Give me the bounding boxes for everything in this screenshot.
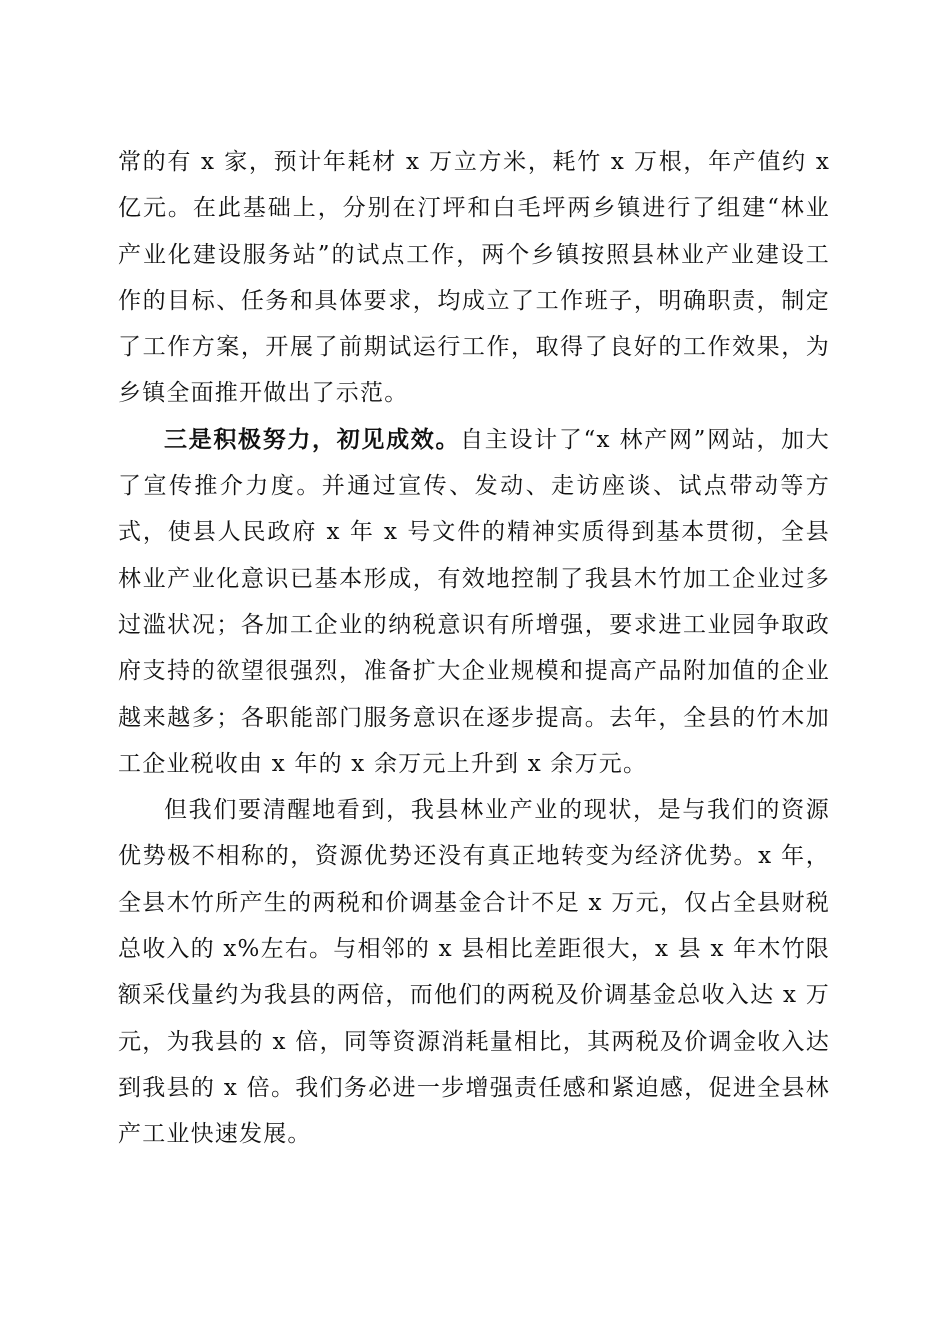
paragraph-continuation [118, 139, 830, 417]
paragraph-gap-analysis [118, 787, 830, 1157]
paragraph-point-three [118, 417, 830, 787]
paragraph-text: 但我们要清醒地看到，我县林业产业的现状，是与我们的资源优势极不相称的，资源优势还没有真正地转变为经济优势。x 年，全县木竹所产生的两税和价调基金合计不足 x 万元，仅占全县财税总收入的 x%左右。与相邻的 x 县相比差距很大，x 县 x 年木竹限额采伐量约为我县的两倍，而他们的两税及价调基金总收入达 x 万元，为我县的 x 倍，同等资源消耗量相比，其两税及价调金收入达到我县的 x 倍。我们务必进一步增强责任感和紧迫感，促进全县林产工业快速发展。 [118, 797, 830, 1148]
paragraph-lead-heading: 三是积极努力，初见成效。 [164, 425, 461, 453]
paragraph-text: 自主设计了“x 林产网”网站，加大了宣传推介力度。并通过宣传、发动、走访座谈、试点带动等方式，使县人民政府 x 年 x 号文件的精神实质得到基本贯彻，全县林业产业化意识已基本形成，有效地控制了我县木竹加工企业过多过滥状况；各加工企业的纳税意识有所增强，要求进工业园争取政府支持的欲望很强烈，准备扩大企业规模和提高产品附加值的企业越来越多；各职能部门服务意识在逐步提高。去年，全县的竹木加工企业税收由 x 年的 x 余万元上升到 x 余万元。 [118, 426, 830, 777]
paragraph-text: 常的有 x 家，预计年耗材 x 万立方米，耗竹 x 万根，年产值约 x 亿元。在此基础上，分别在汀坪和白毛坪两乡镇进行了组建“林业产业化建设服务站”的试点工作，两个乡镇按照县林业产业建设工作的目标、任务和具体要求，均成立了工作班子，明确职责，制定了工作方案，开展了前期试运行工作，取得了良好的工作效果，为乡镇全面推开做出了示范。 [118, 149, 830, 407]
document-body [118, 139, 830, 1158]
